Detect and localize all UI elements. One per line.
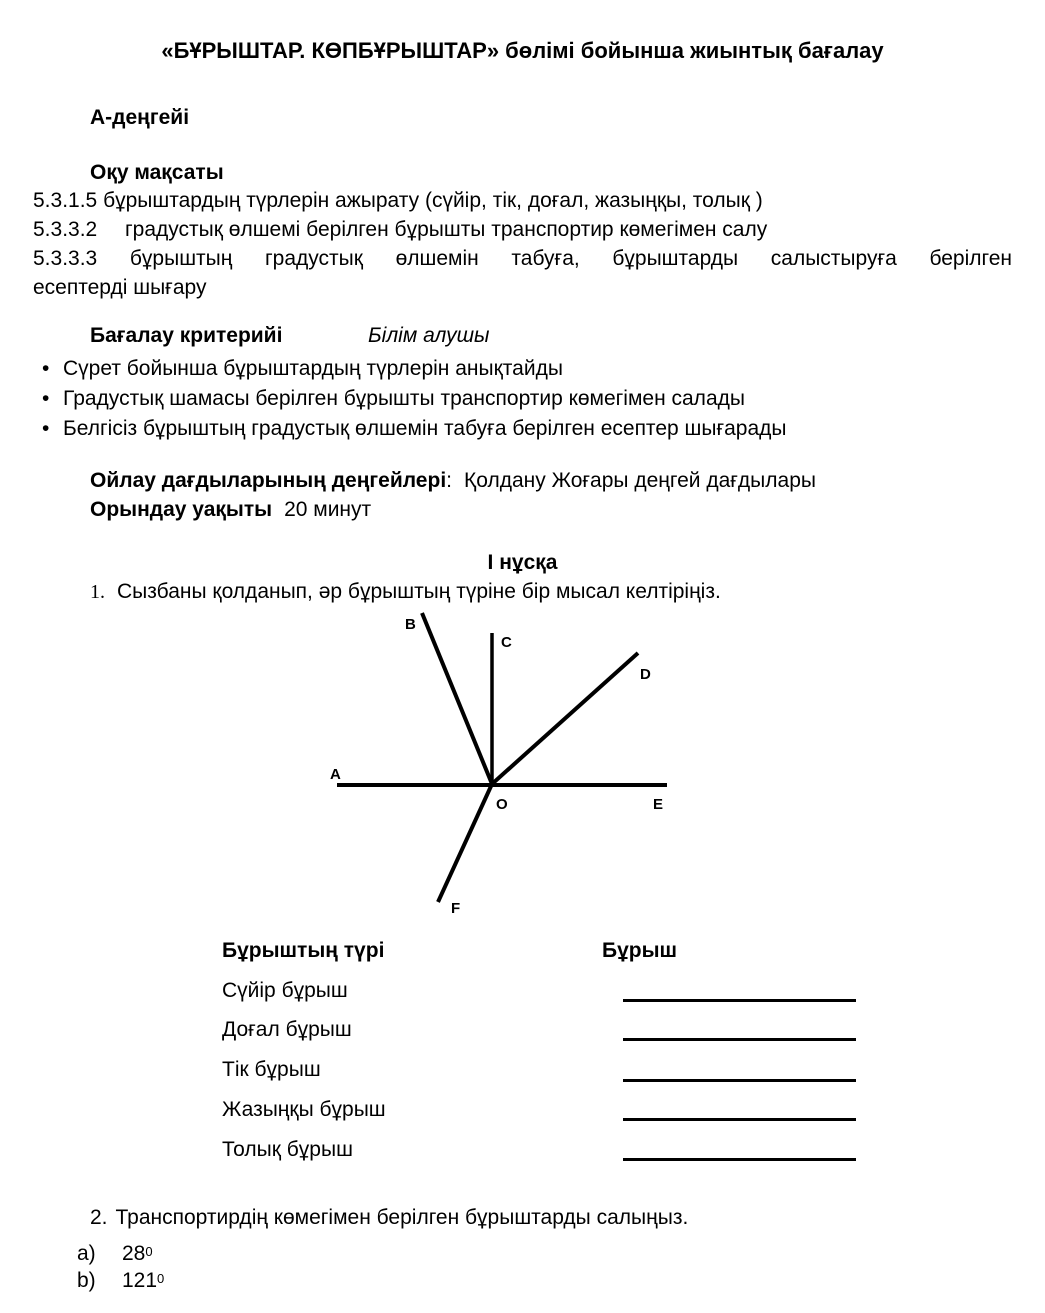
angle-type-label: Доғал бұрыш [222, 1018, 352, 1041]
thinking-skills-label: Ойлау дағдыларының деңгейлері [90, 469, 447, 492]
objective-text-line2: есептерді шығару [33, 276, 207, 299]
task1-text: Сызбаны қолданып, әр бұрыштың түріне бір мысал келтіріңіз. [117, 580, 721, 603]
angle-header: Бұрыш [602, 939, 678, 962]
variant-heading: І нұсқа [487, 551, 558, 574]
ray-line-OB [422, 613, 492, 784]
criteria-item-text: Сүрет бойынша бұрыштардың түрлерін анықтайды [63, 357, 563, 380]
angle-type-label: Жазыңқы бұрыш [222, 1098, 386, 1121]
criteria-item-text: Белгісіз бұрыштың градустық өлшемін табуға берілген есептер шығарады [63, 417, 787, 440]
degree-superscript: 0 [157, 1271, 165, 1286]
objective-text: бұрыштың градустық өлшемін табуға, бұрыштарды салыстыруға берілген [129, 247, 1012, 270]
answer-blank [623, 1118, 856, 1121]
criteria-item [42, 354, 1002, 383]
angle-rays-diagram [320, 595, 680, 925]
page-title: «БҰРЫШТАР. КӨПБҰРЫШТАР» бөлімі бойынша жиынтық бағалау [161, 38, 884, 63]
answer-blank [623, 1038, 856, 1041]
answer-blank [623, 999, 856, 1002]
thinking-skills-row [90, 466, 816, 495]
bullet-icon: • [42, 417, 50, 440]
point-label-e: E [653, 796, 664, 813]
criteria-item [42, 384, 1002, 413]
angle-type-label: Сүйір бұрыш [222, 979, 348, 1002]
duration-value: 20 минут [284, 498, 372, 521]
angle-type-label: Тік бұрыш [222, 1058, 321, 1081]
bullet-icon: • [42, 387, 50, 410]
ray-line-OF [438, 784, 492, 902]
answer-blank [623, 1158, 856, 1161]
point-label-c: C [501, 634, 512, 651]
answer-blank [623, 1079, 856, 1082]
degree-superscript: 0 [145, 1244, 153, 1259]
objective-item-2 [33, 215, 1012, 244]
level-heading: А-деңгейі [90, 106, 190, 129]
task2-item-label: b) [77, 1269, 96, 1292]
angle-type-header: Бұрыштың түрі [222, 939, 385, 962]
task2-item-a [77, 1239, 153, 1268]
objective-code: 5.3.1.5 [33, 189, 98, 212]
objective-code: 5.3.3.3 [33, 247, 98, 270]
thinking-skills-value: Қолдану Жоғары деңгей дағдылары [464, 469, 816, 492]
thinking-skills-colon: : [446, 469, 452, 492]
criteria-item-text: Градустық шамасы берілген бұрышты транспортир көмегімен салады [63, 387, 745, 410]
objective-item-1 [33, 186, 1012, 215]
point-label-d: D [640, 666, 651, 683]
objectives-heading: Оқу мақсаты [90, 161, 224, 184]
objective-item-3 [33, 244, 1012, 302]
ray-line-OD [492, 653, 638, 784]
point-label-a: A [330, 766, 341, 783]
objective-text: бұрыштардың түрлерін ажырату (сүйір, тік, доғал, жазыңқы, толық ) [103, 189, 763, 212]
task2-item-value: 121 [122, 1269, 158, 1292]
task1-number: 1. [90, 581, 105, 603]
duration-label: Орындау уақыты [90, 498, 273, 521]
point-label-o: O [496, 796, 508, 813]
point-label-f: F [451, 900, 461, 917]
duration-row [90, 495, 371, 524]
point-label-b: B [405, 616, 416, 633]
objective-text-line1 [33, 244, 1012, 273]
task2-item-b [77, 1266, 164, 1295]
angle-types-table [0, 930, 1045, 1180]
criteria-item [42, 414, 1002, 443]
bullet-icon: • [42, 357, 50, 380]
task2-item-value: 28 [122, 1242, 146, 1265]
criteria-heading: Бағалау критерийі [90, 324, 283, 347]
task2-row [90, 1203, 688, 1232]
task2-text: Транспортирдің көмегімен берілген бұрыштарды салыңыз. [115, 1206, 689, 1229]
task2-number: 2. [90, 1206, 108, 1229]
angle-type-label: Толық бұрыш [222, 1138, 353, 1161]
objective-text: градустық өлшемі берілген бұрышты транспортир көмегімен салу [125, 218, 768, 241]
criteria-subject: Білім алушы [368, 324, 490, 347]
objective-code: 5.3.3.2 [33, 218, 98, 241]
task2-item-label: a) [77, 1242, 96, 1265]
